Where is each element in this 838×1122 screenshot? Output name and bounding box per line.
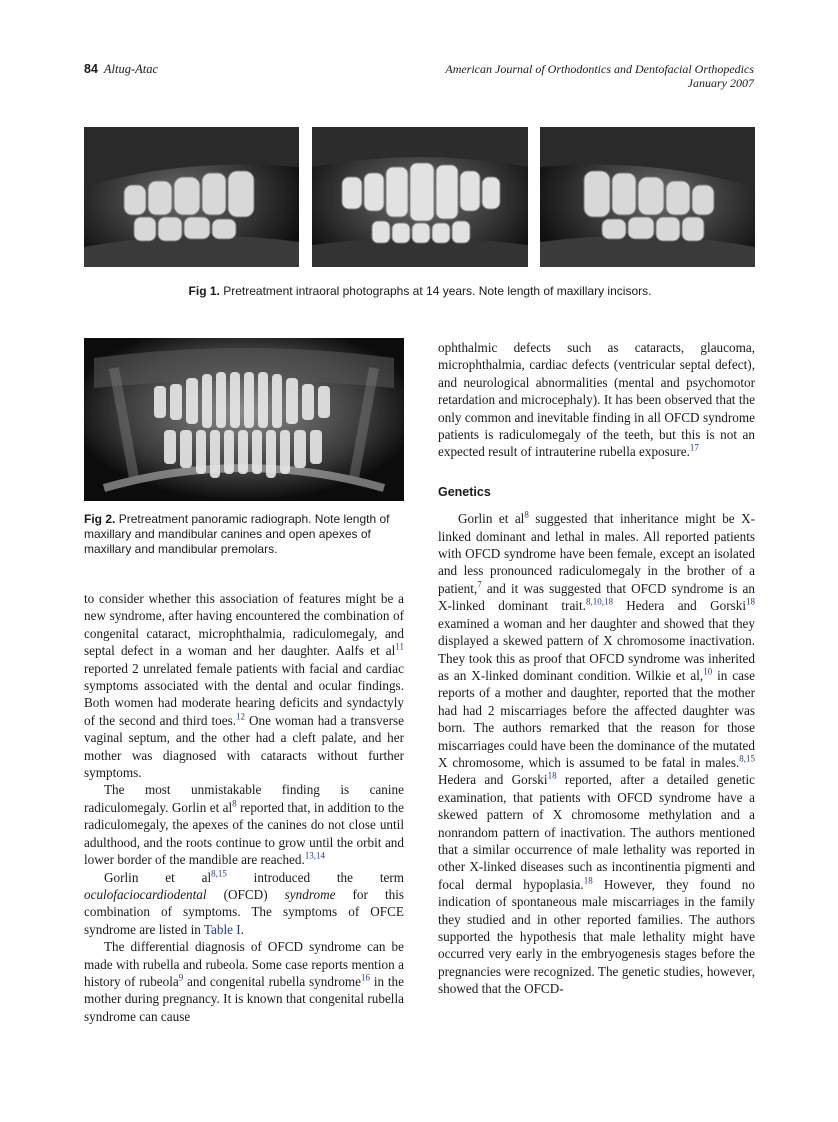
running-header-left <box>84 62 158 77</box>
fig1-caption <box>84 284 756 298</box>
text-run: reported, after a detailed genetic examination, that patients with OFCD syndrome have a skewed pattern of X chromosome methylation and a nonrandom pattern of inactivation. The authors mentioned that a similar occurrence of male lethality was reported in other X-linked diseases such as incontinentia pigmenti and focal dermal hypoplasia. <box>438 772 755 892</box>
text-run: reported that, in addition to the radiculomegaly, the apexes of the canines do not close until adulthood, and the roots continue to grow until the orbit and lower border of the mandible are reached. <box>84 799 404 868</box>
reference-18[interactable]: 18 <box>746 596 755 607</box>
reference-11[interactable]: 11 <box>395 641 404 652</box>
reference-8[interactable]: 8 <box>232 798 237 809</box>
reference-7[interactable]: 7 <box>477 579 482 590</box>
text-run: The most unmistakable finding is canine radiculomegaly. Gorlin et al <box>84 782 404 815</box>
text-run: (OFCD) <box>206 886 285 902</box>
fig1-caption-text: Pretreatment intraoral photographs at 14 years. Note length of maxillary incisors. <box>223 284 652 298</box>
text-run: and congenital rubella syndrome <box>183 973 362 989</box>
text-run: suggested that inheritance might be X-linked dominant and lethal in males. All reported patients with OFCD syndrome have been female, except an isolated and less pronounced radiculomegaly in the brother of a patient, <box>438 511 756 596</box>
right-paragraph-1 <box>438 339 755 461</box>
panoramic-radiograph <box>84 338 404 501</box>
left-paragraph-4 <box>84 938 404 1025</box>
reference-8-15[interactable]: 8,15 <box>739 753 755 764</box>
term-syndrome: syndrome <box>284 886 336 902</box>
left-paragraph-1 <box>84 590 404 781</box>
text-run: Gorlin et al <box>104 869 212 885</box>
reference-8-10-18[interactable]: 8,10,18 <box>585 596 613 607</box>
table-1-link[interactable]: Table I <box>203 921 241 937</box>
right-column <box>438 339 755 998</box>
reference-8[interactable]: 8 <box>524 509 529 520</box>
reference-17[interactable]: 17 <box>689 443 699 454</box>
page-number: 84 <box>84 62 98 76</box>
text-run: introduced the term <box>226 869 404 885</box>
section-heading-genetics: Genetics <box>438 484 491 499</box>
left-paragraph-3 <box>84 869 404 939</box>
text-run: . <box>240 921 244 937</box>
fig2-label: Fig 2. <box>84 512 116 526</box>
fig1-label: Fig 1. <box>188 284 220 298</box>
intraoral-photo-frontal <box>312 127 528 267</box>
journal-name: American Journal of Orthodontics and Dentofacial Orthopedics <box>445 62 754 76</box>
text-run: Hedera and Gorski <box>612 598 746 614</box>
reference-10[interactable]: 10 <box>703 666 713 677</box>
text-run: However, they found no indication of spontaneous male miscarriages in the family they studied and in other reported families. The authors supported the hypothesis that male lethality might have occurred very early in the embryogenesis stages before the pregnancies were recognized. The genetic studies, however, showed that the OFCD- <box>438 876 755 997</box>
reference-8-15[interactable]: 8,15 <box>211 868 227 879</box>
text-run: Gorlin et al <box>458 511 525 527</box>
reference-18[interactable]: 18 <box>547 770 557 781</box>
text-run: One woman had a transverse vaginal septum, and the other had a cleft palate, and her mother was diagnosed with cataracts without further symptoms. <box>84 712 404 781</box>
left-paragraph-2 <box>84 781 404 868</box>
left-column <box>84 590 404 1025</box>
running-header-right <box>445 62 754 90</box>
text-run: The differential diagnosis of OFCD syndrome can be made with rubella and rubeola. Some case reports mention a history of rubeola <box>84 939 404 989</box>
intraoral-photo-right-lateral <box>84 127 299 267</box>
text-run: for this combination of symptoms. The symptoms of OFCE syndrome are listed in <box>84 886 404 937</box>
reference-18[interactable]: 18 <box>583 875 593 886</box>
text-run: reported 2 unrelated female patients with facial and cardiac symptoms associated with the dental and ocular findings. Both women had moderate hearing deficits and syndactyly of the second and third toes. <box>84 660 404 728</box>
reference-16[interactable]: 16 <box>361 972 371 983</box>
text-run: Hedera and Gorski <box>438 772 548 788</box>
issue-date: January 2007 <box>687 76 754 90</box>
text-run: in case reports of a mother and daughter, reported that the mother had had 2 miscarriages before the affected daughter was born. The authors remarked that the reason for those miscarriages could have been the dominance of the mutated X chromosome, which is assumed to be fatal in males. <box>438 667 755 770</box>
text-run: ophthalmic defects such as cataracts, glaucoma, microphthalmia, cardiac defects (ventricular septal defect), and neurological abnormalities (mental and psychomotor retardation and microcephaly). It has been observed that the only common and inevitable finding in all OFCD syndrome patients is radiculomegaly of the teeth, but this is not an expected result of intrauterine rubella exposure. <box>438 340 755 460</box>
reference-9[interactable]: 9 <box>178 972 184 983</box>
intraoral-photo-left-lateral <box>540 127 755 267</box>
text-run: and it was suggested that OFCD syndrome is an X-linked dominant trait. <box>438 580 755 614</box>
text-run: to consider whether this association of features might be a new syndrome, after having encountered the combination of congenital cataract, microphthalmia, radiculomegaly, and septal defect in a woman and her daughter. Aalfs et al <box>84 591 404 659</box>
text-run: in the mother during pregnancy. It is known that congenital rubella syndrome can cause <box>84 973 405 1024</box>
reference-12[interactable]: 12 <box>236 711 246 722</box>
term-ofcd: oculofaciocardiodental <box>84 886 207 902</box>
right-paragraph-2 <box>438 510 755 997</box>
running-author: Altug-Atac <box>103 62 159 76</box>
fig2-caption <box>84 512 406 557</box>
text-run: examined a woman and her daughter and showed that they displayed a skewed pattern of X chromosome inactivation. They took this as proof that OFCD syndrome was inherited as an X-linked dominant condition. Wilkie et al, <box>438 615 755 683</box>
fig2-caption-text: Pretreatment panoramic radiograph. Note length of maxillary and mandibular canines and open apexes of maxillary and mandibular premolars. <box>84 512 390 556</box>
reference-13-14[interactable]: 13,14 <box>304 850 326 861</box>
